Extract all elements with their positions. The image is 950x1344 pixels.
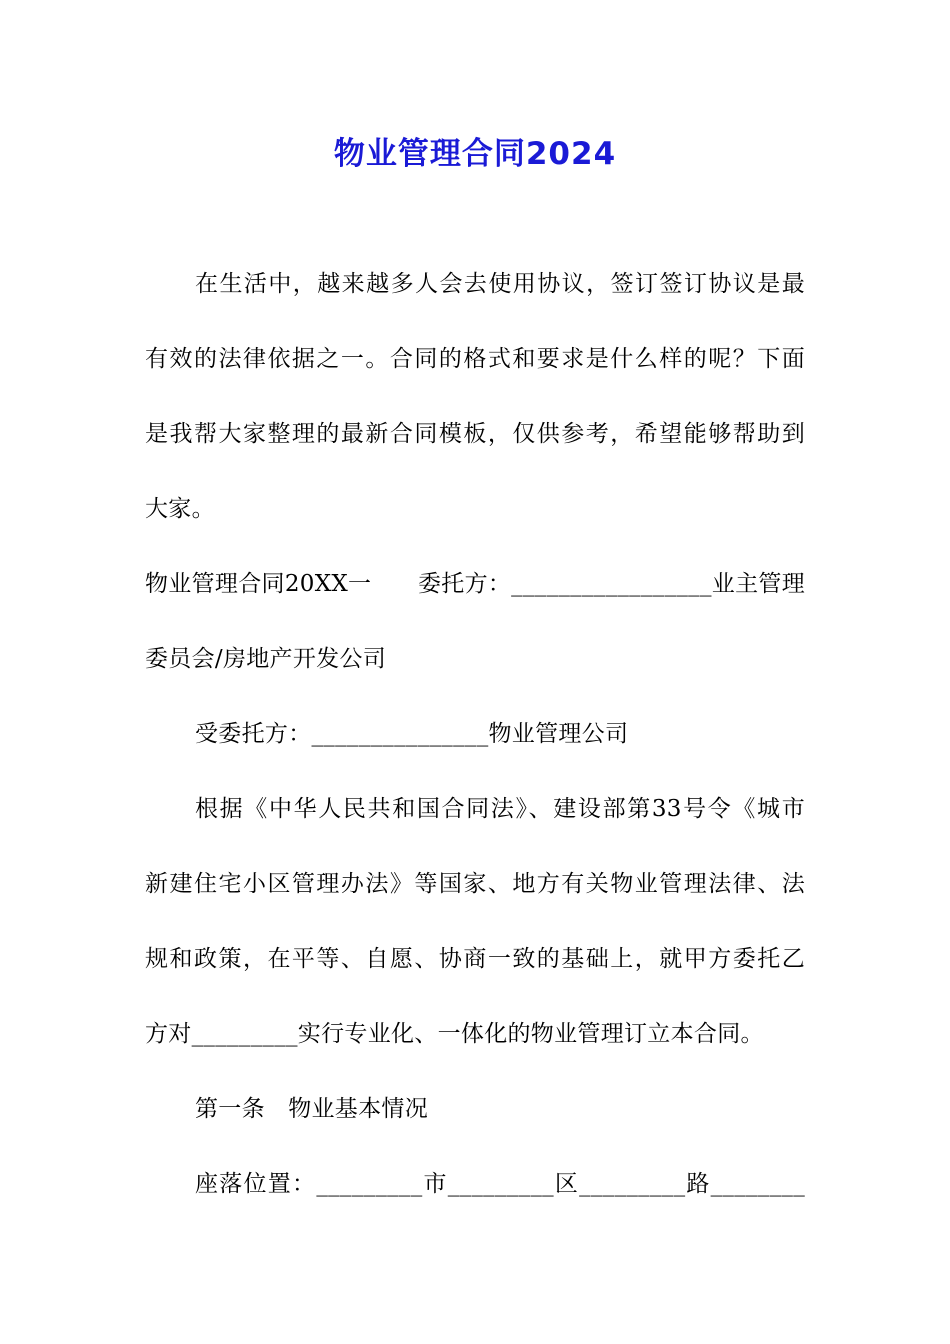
client-party-line-2: 委员会/房地产开发公司 (145, 646, 387, 672)
basis-paragraph-line-2: 新建住宅小区管理办法》等国家、地方有关物业管理法律、法 (145, 871, 805, 897)
basis-paragraph-line-3: 规和政策，在平等、自愿、协商一致的基础上，就甲方委托乙 (145, 946, 805, 972)
trustee-party-line: 受委托方：_______________物业管理公司 (195, 721, 629, 747)
paragraph-intro-line-4: 大家。 (145, 496, 215, 522)
client-party-line-1: 物业管理合同20XX一 委托方：_________________业主管理 (145, 571, 805, 597)
basis-paragraph-line-1: 根据《中华人民共和国合同法》、建设部第33号令《城市 (195, 796, 805, 822)
document-title: 物业管理合同2024 (333, 136, 617, 172)
paragraph-intro-line-3: 是我帮大家整理的最新合同模板，仅供参考，希望能够帮助到 (145, 421, 805, 447)
basis-paragraph-line-4: 方对_________实行专业化、一体化的物业管理订立本合同。 (145, 1021, 764, 1047)
article-one-heading: 第一条 物业基本情况 (195, 1096, 428, 1122)
location-line: 座落位置：_________市_________区_________路________ (195, 1171, 805, 1197)
paragraph-intro-line-2: 有效的法律依据之一。合同的格式和要求是什么样的呢？下面 (145, 346, 805, 372)
paragraph-intro-line-1: 在生活中，越来越多人会去使用协议，签订签订协议是最 (195, 271, 805, 297)
